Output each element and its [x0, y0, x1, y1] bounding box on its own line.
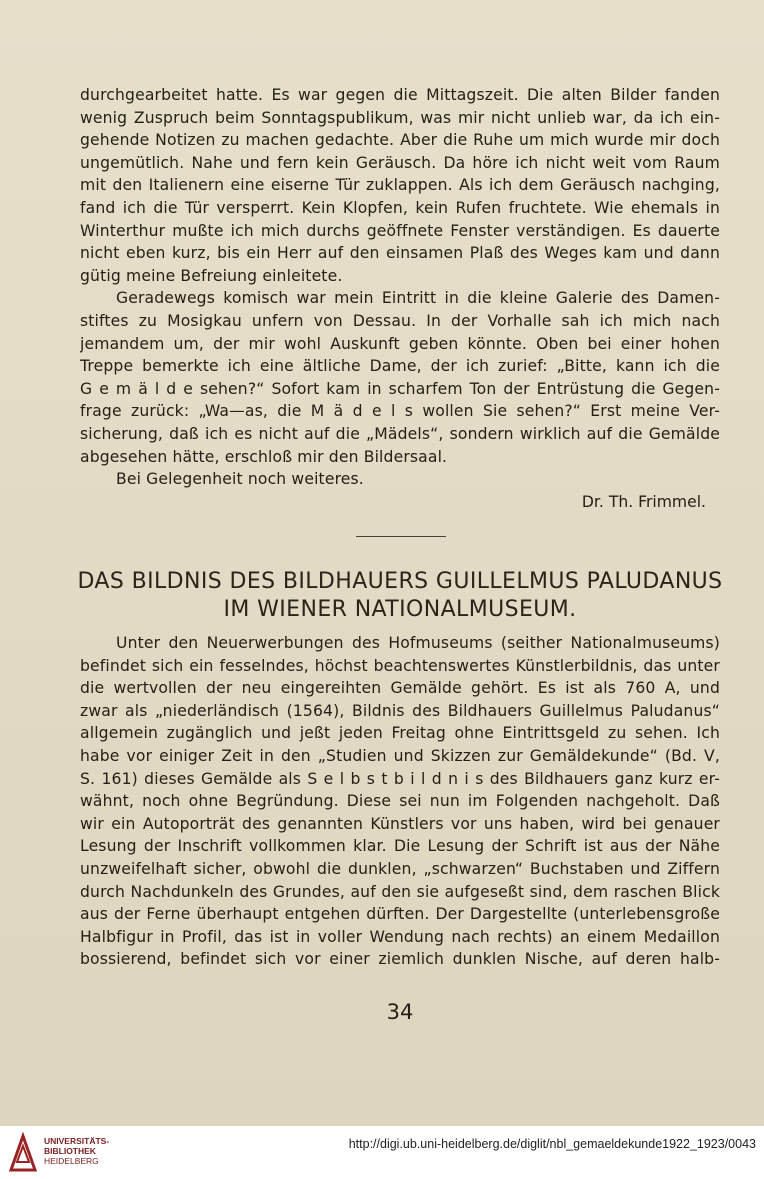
text-line: die wertvollen der neu eingereihten Gemälde gehört. Es ist als 760 A, und [80, 679, 720, 698]
article-heading-line-2: IM WIENER NATIONALMUSEUM. [223, 597, 577, 622]
text-line: Halbfigur in Profil, das ist in voller Wendung nach rechts) an einem Medaillon [80, 927, 720, 946]
text-line: habe vor einiger Zeit in den „Studien und Skizzen zur Gemäldekunde“ (Bd. V, [80, 746, 720, 765]
text-line: Lesung der Inschrift vollkommen klar. Die Lesung der Schrift ist aus der Nähe [80, 837, 720, 856]
text-line: Treppe bemerkte ich eine ältliche Dame, der ich zurief: „Bitte, kann ich die [80, 357, 720, 376]
text-line: allgemein zugänglich und jeßt jeden Freitag ohne Eintrittsgeld zu sehen. Ich [80, 724, 720, 743]
permalink-url[interactable]: http://digi.ub.uni-heidelberg.de/diglit/nbl_gemaeldekunde1922_1923/0043 [348, 1137, 756, 1151]
text-line: wenig Zuspruch beim Sonntagspublikum, was mir nicht unlieb war, da ich ein- [80, 108, 720, 127]
text-line: Unter den Neuerwerbungen des Hofmuseums (seither Nationalmuseums) [116, 634, 720, 652]
text-line: Bei Gelegenheit noch weiteres. [116, 470, 364, 489]
article-paludanus-body [80, 632, 720, 971]
text-line: durch Nachdunkeln des Grundes, auf den sie aufgeseßt sind, dem raschen Blick [80, 882, 720, 901]
text-line: durchgearbeitet hatte. Es war gegen die Mittagszeit. Die alten Bilder fanden [80, 86, 720, 104]
section-divider [356, 536, 446, 537]
text-line: unzweifelhaft sicher, obwohl die dunklen, „schwarzen“ Buchstaben und Ziffern [80, 859, 720, 878]
text-line: nicht eben kurz, bis ein Herr auf den einsamen Plaß des Weges kam und dann [80, 244, 720, 263]
text-line: gehende Notizen zu machen gedachte. Aber die Ruhe um mich wurde mir doch [80, 131, 720, 150]
text-line: sicherung, daß ich es nicht auf die „Mädels“, sondern wirklich auf die Gemälde [80, 424, 720, 443]
text-line: wähnt, noch ohne Begründung. Diese sei nun im Folgenden nachgeholt. Daß [80, 792, 720, 811]
text-line: ungemütlich. Nahe und fern kein Geräusch. Da höre ich nicht weit vom Raum [80, 153, 720, 172]
text-line: bossierend, befindet sich vor einer ziemlich dunklen Nische, auf deren halb- [80, 950, 720, 969]
article-heading-line-1: DAS BILDNIS DES BILDHAUERS GUILLELMUS PALUDANUS [77, 569, 723, 594]
text-line: frage zurück: „Wa—as, die M ä d e l s wollen Sie sehen?“ Erst meine Ver- [80, 402, 720, 421]
text-line: fand ich die Tür versperrt. Kein Klopfen, kein Rufen fruchtete. Wie ehemals in [80, 198, 720, 217]
library-name-line: UNIVERSITÄTS- [44, 1136, 110, 1146]
library-name-line: HEIDELBERG [44, 1156, 99, 1166]
text-line: abgesehen hätte, erschloß mir den Bildersaal. [80, 447, 448, 466]
library-name-line: BIBLIOTHEK [44, 1146, 96, 1156]
library-name[interactable] [44, 1136, 109, 1166]
text-line: G e m ä l d e sehen?“ Sofort kam in scharfem Ton der Entrüstung die Gegen- [80, 379, 720, 398]
article-frimmel-ending [80, 84, 720, 491]
text-line: gütig meine Befreiung einleitete. [80, 266, 343, 285]
text-line: S. 161) dieses Gemälde als S e l b s t b i l d n i s des Bildhauers ganz kurz er- [80, 769, 720, 788]
text-line: zwar als „niederländisch (1564), Bildnis des Bildhauers Guillelmus Paludanus“ [80, 701, 720, 720]
page-number: 34 [386, 1000, 414, 1024]
text-line: aus der Ferne überhaupt entgehen dürften. Der Dargestellte (unterlebensgroße [80, 905, 720, 924]
text-line: befindet sich ein fesselndes, höchst beachtenswertes Künstlerbildnis, das unter [80, 656, 720, 675]
text-line: mit den Italienern eine eiserne Tür zuklappen. Als ich dem Geräusch nachging, [80, 176, 720, 195]
text-line: wir ein Autoporträt des genannten Künstlers vor uns haben, wird bei genauer [80, 814, 720, 833]
text-line: Geradewegs komisch war mein Eintritt in die kleine Galerie des Damen- [116, 289, 720, 308]
text-line: Winterthur mußte ich mich durchs geöffnete Fenster verständigen. Es dauerte [80, 221, 720, 240]
text-line: stiftes zu Mosigkau unfern von Dessau. In der Vorhalle sah ich mich nach [80, 311, 720, 330]
university-library-logo-icon[interactable] [8, 1132, 38, 1172]
author-signature: Dr. Th. Frimmel. [581, 493, 706, 511]
text-line: jemandem um, der mir wohl Auskunft geben könnte. Oben bei einer hohen [80, 334, 720, 353]
viewer-footer [0, 1126, 764, 1179]
